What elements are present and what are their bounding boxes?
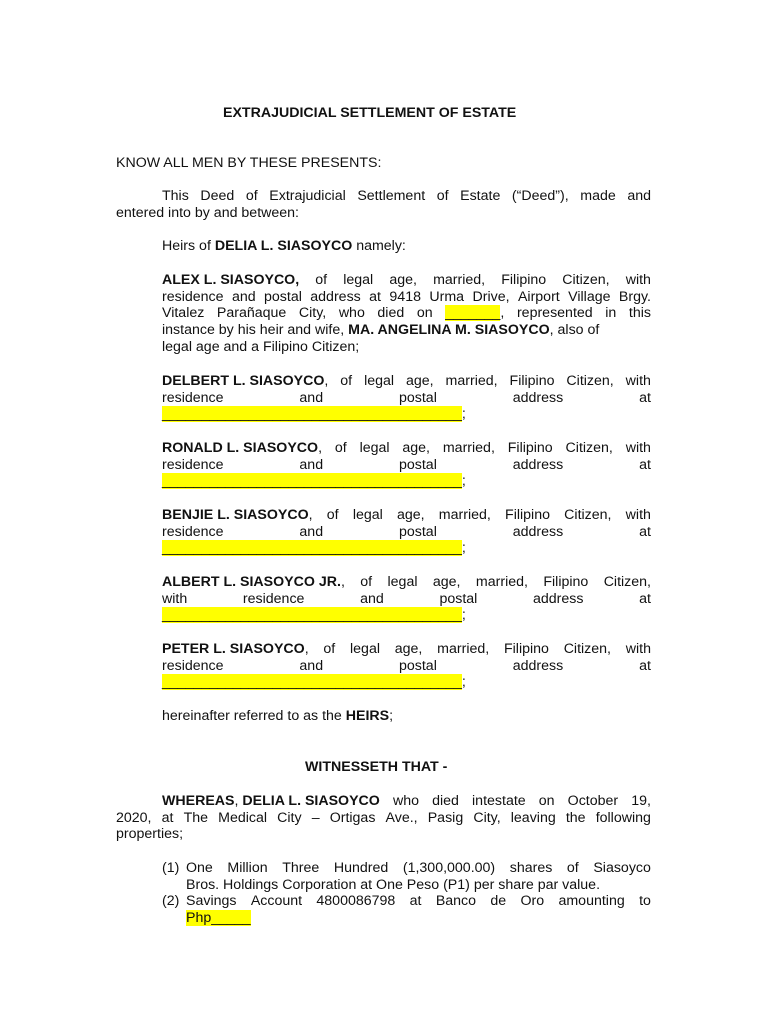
whereas-word: at: [161, 809, 174, 826]
whereas-word: following: [595, 809, 651, 826]
property-item-2-line-2: [162, 910, 651, 927]
heir-word: legal: [359, 440, 390, 456]
alex-line-2: [162, 289, 651, 306]
heir-word: with: [625, 641, 651, 657]
whereas-word: intestate: [472, 793, 526, 809]
property-word: to: [639, 893, 651, 910]
property-word: Three: [282, 860, 320, 876]
alex-word: Vitalez: [162, 305, 205, 322]
alex-word: Drive,: [472, 288, 510, 305]
heir-word: legal: [352, 507, 383, 523]
heir-word: married,: [475, 574, 528, 590]
whereas-word: died: [432, 793, 459, 809]
heir-word: address: [512, 456, 564, 473]
heir-word: of: [360, 574, 373, 590]
heir-word: age,: [396, 507, 425, 523]
heir-word: with: [625, 373, 651, 389]
address-blank: ______________________________________: [162, 674, 462, 691]
alex-word: married,: [433, 272, 486, 288]
heir-name: ALBERT L. SIASOYCO JR.: [162, 574, 341, 590]
heir-word: with: [625, 507, 651, 523]
deed-word: of: [436, 188, 449, 204]
property-word: shares: [509, 860, 553, 876]
deed-word: and: [627, 188, 651, 204]
whereas-line-3: properties;: [116, 826, 184, 843]
heir-word: residence: [162, 657, 224, 674]
whereas-word: 19,: [631, 793, 651, 809]
heir-word: Filipino: [503, 641, 549, 657]
heir-word: Citizen,: [603, 574, 651, 590]
property-word: One: [186, 860, 213, 876]
heir-word: age,: [402, 440, 431, 456]
deed-word: This: [162, 188, 189, 204]
deed-word: made: [580, 188, 616, 204]
property-word: (1,300,000.00): [402, 860, 496, 876]
heir-word: residence: [162, 456, 224, 473]
alex-line-3: Vitalez Parañaque City, who died on _______, represented in this: [162, 305, 651, 322]
heir-paragraph: DELBERT L. SIASOYCO, of legal age, married, Filipino Citizen, with residence and postal address at ______________________________________;: [162, 373, 651, 423]
heir-paragraph: RONALD L. SIASOYCO, of legal age, married, Filipino Citizen, with residence and postal address at ______________________________________;: [162, 440, 651, 490]
deed-word: Settlement: [357, 188, 426, 204]
heir-word: at: [639, 523, 651, 540]
heir-word: and: [299, 523, 324, 540]
heir-paragraph: BENJIE L. SIASOYCO, of legal age, married, Filipino Citizen, with residence and postal address at ______________________________________;: [162, 507, 651, 557]
heir-word: and: [299, 456, 324, 473]
alex-word: 9418: [389, 288, 421, 305]
hereinafter-line: hereinafter referred to as the HEIRS;: [162, 708, 394, 724]
deed-line-1: [162, 188, 651, 204]
deed-word: Extrajudicial: [269, 188, 346, 204]
heir-word: legal: [350, 641, 380, 657]
alex-word: Filipino: [501, 272, 547, 288]
heir-word: and: [360, 590, 384, 607]
property-word: Hundred: [333, 860, 389, 876]
heirs-of-line: Heirs of DELIA L. SIASOYCO namely:: [162, 238, 406, 254]
heir-paragraph: PETER L. SIASOYCO, of legal age, married, Filipino Citizen, with residence and postal address at ______________________________________;: [162, 641, 651, 691]
heir-word: residence: [162, 389, 224, 406]
alex-word: Urma: [429, 288, 465, 305]
whereas-line-1: WHEREAS, DELIA L. SIASOYCO who died intestate on October 19,: [162, 793, 651, 809]
whereas-lead: WHEREAS: [162, 793, 235, 809]
alex-line-1: [162, 272, 651, 289]
whereas-word: Pasig: [427, 809, 464, 826]
heir-name: BENJIE L. SIASOYCO: [162, 507, 309, 523]
heir-word: of: [326, 507, 339, 523]
heir-word: Citizen,: [564, 507, 612, 523]
alex-word: Airport: [517, 288, 560, 305]
property-word: at: [409, 893, 422, 910]
alex-word: age,: [389, 272, 417, 288]
alex-word: address: [310, 288, 361, 305]
address-blank: ______________________________________: [162, 540, 462, 557]
whereas-word: Ave.,: [385, 809, 418, 826]
alex-line-4: instance by his heir and wife, MA. ANGELINA M. SIASOYCO, also of: [162, 322, 600, 339]
heir-word: address: [512, 389, 564, 406]
intro-text: KNOW ALL MEN BY THESE PRESENTS:: [116, 155, 382, 171]
heir-word: age,: [432, 574, 461, 590]
alex-word: represented: [516, 305, 593, 322]
alex-word: legal: [343, 272, 374, 288]
heir-word: postal: [398, 389, 437, 406]
whereas-line-2: [116, 810, 651, 827]
alex-word: who: [338, 305, 365, 322]
alex-line-5: legal age and a Filipino Citizen;: [162, 338, 360, 355]
deed-word: (“Deed”),: [511, 188, 569, 204]
heir-word: at: [639, 389, 651, 406]
alex-word: Citizen,: [562, 272, 610, 288]
heir-word: residence: [242, 590, 305, 607]
heir-word: married,: [438, 507, 491, 523]
heir-word: married,: [442, 440, 495, 456]
whereas-word: who: [392, 793, 419, 809]
document-title: EXTRAJUDICIAL SETTLEMENT OF ESTATE: [223, 105, 517, 121]
property-word: Account: [250, 893, 303, 910]
heir-word: address: [512, 657, 564, 674]
heir-word: at: [639, 657, 651, 674]
alex-word: and: [231, 288, 256, 305]
properties-list: [162, 860, 651, 927]
address-blank: ______________________________________: [162, 607, 462, 624]
heir-word: legal: [364, 373, 395, 389]
alex-word: on: [416, 305, 433, 322]
heir-word: age,: [405, 373, 434, 389]
whereas-word: The: [183, 809, 209, 826]
alex-word: City,: [298, 305, 327, 322]
heir-word: Citizen,: [563, 641, 611, 657]
heir-word: Citizen,: [565, 440, 613, 456]
deed-word: Deed: [200, 188, 235, 204]
heir-word: of: [334, 440, 347, 456]
heir-word: residence: [162, 523, 224, 540]
heir-name: ALEX L. SIASOYCO,: [162, 272, 300, 288]
alex-word: residence: [162, 288, 224, 305]
heir-word: Filipino: [543, 574, 589, 590]
deed-word: of: [245, 188, 258, 204]
property-item-1-line-1: (1) One Million Three Hundred (1,300,000.00) shares of Siasoyco: [162, 860, 651, 876]
property-word: Banco: [435, 893, 477, 910]
heir-word: age,: [394, 641, 423, 657]
amount-blank: Php_____: [186, 910, 251, 927]
whereas-word: October: [567, 793, 619, 809]
whereas-word: Ortigas: [329, 809, 376, 826]
heir-word: at: [639, 590, 651, 607]
heir-word: postal: [439, 590, 478, 607]
property-item-1-line-2: Bros. Holdings Corporation at One Peso (P1) per share par value.: [186, 876, 601, 893]
heir-word: address: [532, 590, 584, 607]
property-word: 4800086798: [316, 893, 396, 910]
heir-name: PETER L. SIASOYCO: [162, 641, 305, 657]
alex-word: Brgy.: [618, 288, 651, 305]
alex-word: Village: [568, 288, 611, 305]
alex-word: with: [625, 272, 651, 288]
deed-word: Estate: [460, 188, 501, 204]
date-of-death-blank: _______: [445, 305, 501, 322]
spouse-name: MA. ANGELINA M. SIASOYCO: [348, 322, 550, 339]
whereas-word: City: [277, 809, 302, 826]
heir-word: Filipino: [507, 440, 553, 456]
deed-line-2: entered into by and between:: [116, 205, 299, 221]
heir-word: and: [299, 657, 324, 674]
property-word: Oro: [520, 893, 545, 910]
alex-word: died: [377, 305, 405, 322]
address-blank: ______________________________________: [162, 473, 462, 490]
whereas-word: the: [565, 809, 586, 826]
heir-word: legal: [387, 574, 418, 590]
heir-word: married,: [437, 641, 490, 657]
property-item-2-line-1: (2) Savings Account 4800086798 at Banco de Oro amounting to: [162, 893, 651, 910]
heir-word: of: [323, 641, 336, 657]
alex-word: Parañaque: [216, 305, 287, 322]
whereas-word: on: [538, 793, 555, 809]
property-word: Siasoyco: [593, 860, 651, 876]
heir-word: Filipino: [509, 373, 555, 389]
alex-word: at: [369, 288, 382, 305]
heir-word: with: [162, 590, 188, 607]
whereas-word: –: [311, 809, 320, 826]
address-blank: ______________________________________: [162, 406, 462, 423]
whereas-word: Medical: [218, 809, 268, 826]
decedent-name: DELIA L. SIASOYCO: [214, 238, 353, 254]
heir-word: postal: [398, 456, 437, 473]
heir-word: Filipino: [505, 507, 550, 523]
alex-word: in: [605, 305, 617, 322]
whereas-word: City,: [473, 809, 501, 826]
heir-name: DELBERT L. SIASOYCO: [162, 373, 325, 389]
heir-word: at: [639, 456, 651, 473]
heir-alex-paragraph: [162, 272, 651, 355]
property-word: of: [566, 860, 579, 876]
witnesseth-heading: WITNESSETH THAT -: [305, 759, 448, 775]
heir-paragraph: ALBERT L. SIASOYCO JR., of legal age, married, Filipino Citizen, with residence and postal address at ______________________________________;: [162, 574, 651, 624]
heir-word: and: [299, 389, 324, 406]
alex-word: postal: [264, 288, 302, 305]
heir-word: Citizen,: [566, 373, 614, 389]
decedent-name: DELIA L. SIASOYCO: [242, 793, 380, 809]
heir-word: postal: [398, 523, 437, 540]
heir-word: address: [512, 523, 564, 540]
heir-word: with: [625, 440, 651, 456]
heir-word: married,: [445, 373, 498, 389]
alex-word: of: [315, 272, 328, 288]
whereas-word: 2020,: [116, 809, 152, 826]
whereas-paragraph: [116, 793, 651, 843]
heirs-term: HEIRS: [345, 708, 390, 724]
whereas-word: leaving: [510, 809, 556, 826]
alex-word: this: [628, 305, 651, 322]
heir-word: postal: [398, 657, 437, 674]
property-word: de: [490, 893, 507, 910]
heir-word: of: [340, 373, 353, 389]
property-word: Savings: [186, 893, 237, 910]
heir-name: RONALD L. SIASOYCO: [162, 440, 319, 456]
property-word: amounting: [558, 893, 625, 910]
property-word: Million: [227, 860, 268, 876]
